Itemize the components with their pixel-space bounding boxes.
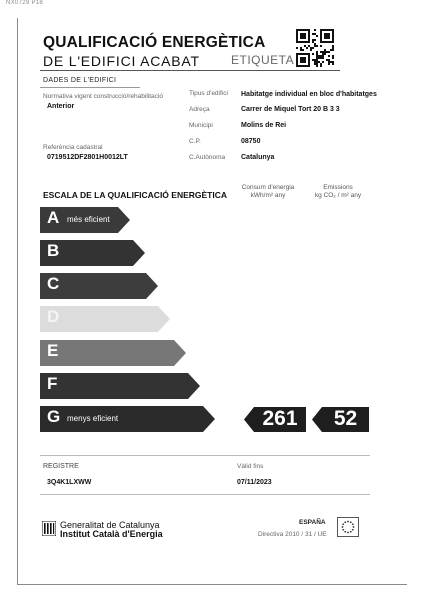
qr-code-icon[interactable] <box>296 29 334 67</box>
emissions-unit: kg CO₂ / m² any <box>314 192 362 199</box>
normativa-value: Anterior <box>47 103 75 110</box>
autonoma-label: C.Autònoma <box>189 154 226 161</box>
municipi-value: Molins de Rei <box>241 122 287 129</box>
referencia-label: Referència cadastral <box>43 144 103 151</box>
energy-bar-letter: C <box>47 274 60 293</box>
emissions-rating-indicator <box>312 407 369 432</box>
header-divider <box>40 70 340 71</box>
adreca-value: Carrer de Miquel Tort 20 B 3 3 <box>241 106 340 113</box>
cp-value: 08750 <box>241 138 261 145</box>
normativa-label: Normativa vigent construcció/rehabilitació <box>43 93 163 100</box>
consum-header-label: Consum d'energia <box>241 184 295 191</box>
consum-unit: kWh/m² any <box>250 192 286 199</box>
etiqueta-label: ETIQUETA <box>231 53 295 67</box>
tipus-label: Tipus d'edifici <box>189 90 228 97</box>
energy-bar-arrow-icon <box>40 340 186 366</box>
energy-bar-letter: F <box>47 374 58 393</box>
adreca-label: Adreça <box>189 106 210 113</box>
energy-bar-letter: E <box>47 341 59 360</box>
autonoma-value: Catalunya <box>241 154 275 161</box>
energy-bar-e <box>40 340 186 366</box>
valid-label: Vàlid fins <box>237 463 264 470</box>
valid-value: 07/11/2023 <box>237 479 272 486</box>
energy-bar-arrow-icon <box>40 306 170 332</box>
label-title: QUALIFICACIÓ ENERGÈTICA <box>43 34 266 51</box>
energy-bar-arrow-icon <box>40 373 200 399</box>
energy-bar-letter: D <box>47 307 60 326</box>
emissions-header-label: Emissions <box>323 184 353 191</box>
energy-bar-letter: G <box>47 407 61 426</box>
directive-label: Directiva 2010 / 31 / UE <box>258 531 327 538</box>
generalitat-name: Generalitat de Catalunya <box>60 520 160 530</box>
consum-rating-indicator <box>244 407 306 432</box>
corner-note: NX0729 P18 <box>6 0 44 6</box>
referencia-value: 0719512DF2801H0012LT <box>47 154 128 161</box>
eu-flag-icon <box>337 517 359 537</box>
country-label: ESPAÑA <box>299 519 326 526</box>
energy-bar-b <box>40 240 145 266</box>
institut-name: Institut Català d'Energia <box>60 529 163 539</box>
building-section-title: DADES DE L'EDIFICI <box>43 77 117 84</box>
emissions-header <box>306 184 370 200</box>
energy-bar-a <box>40 207 130 233</box>
energy-bar-letter: B <box>47 241 60 260</box>
energy-bar-c <box>40 273 158 299</box>
energy-bar-f <box>40 373 200 399</box>
municipi-label: Municipi <box>189 122 213 129</box>
section-underline <box>40 87 140 88</box>
energy-bar-caption: menys eficient <box>67 414 119 423</box>
cp-label: C.P. <box>189 138 201 145</box>
label-subtitle: DE L'EDIFICI ACABAT <box>43 53 200 69</box>
energy-bar-caption: més eficient <box>67 215 110 224</box>
energy-bar-letter: A <box>47 208 60 227</box>
registre-divider-bottom <box>40 494 370 495</box>
registre-value: 3Q4K1LXWW <box>47 479 92 486</box>
emissions-value: 52 <box>333 407 358 430</box>
scale-title: ESCALA DE LA QUALIFICACIÓ ENERGÈTICA <box>43 190 228 200</box>
energy-bar-d <box>40 306 170 332</box>
registre-divider <box>40 455 370 456</box>
tipus-value: Habitatge individual en bloc d'habitatges <box>241 91 377 98</box>
generalitat-logo-icon <box>42 521 56 536</box>
page-frame <box>17 18 407 585</box>
consum-header <box>236 184 300 200</box>
energy-bar-g <box>40 406 215 432</box>
consum-value: 261 <box>262 407 298 430</box>
registre-label: REGISTRE <box>43 463 79 470</box>
